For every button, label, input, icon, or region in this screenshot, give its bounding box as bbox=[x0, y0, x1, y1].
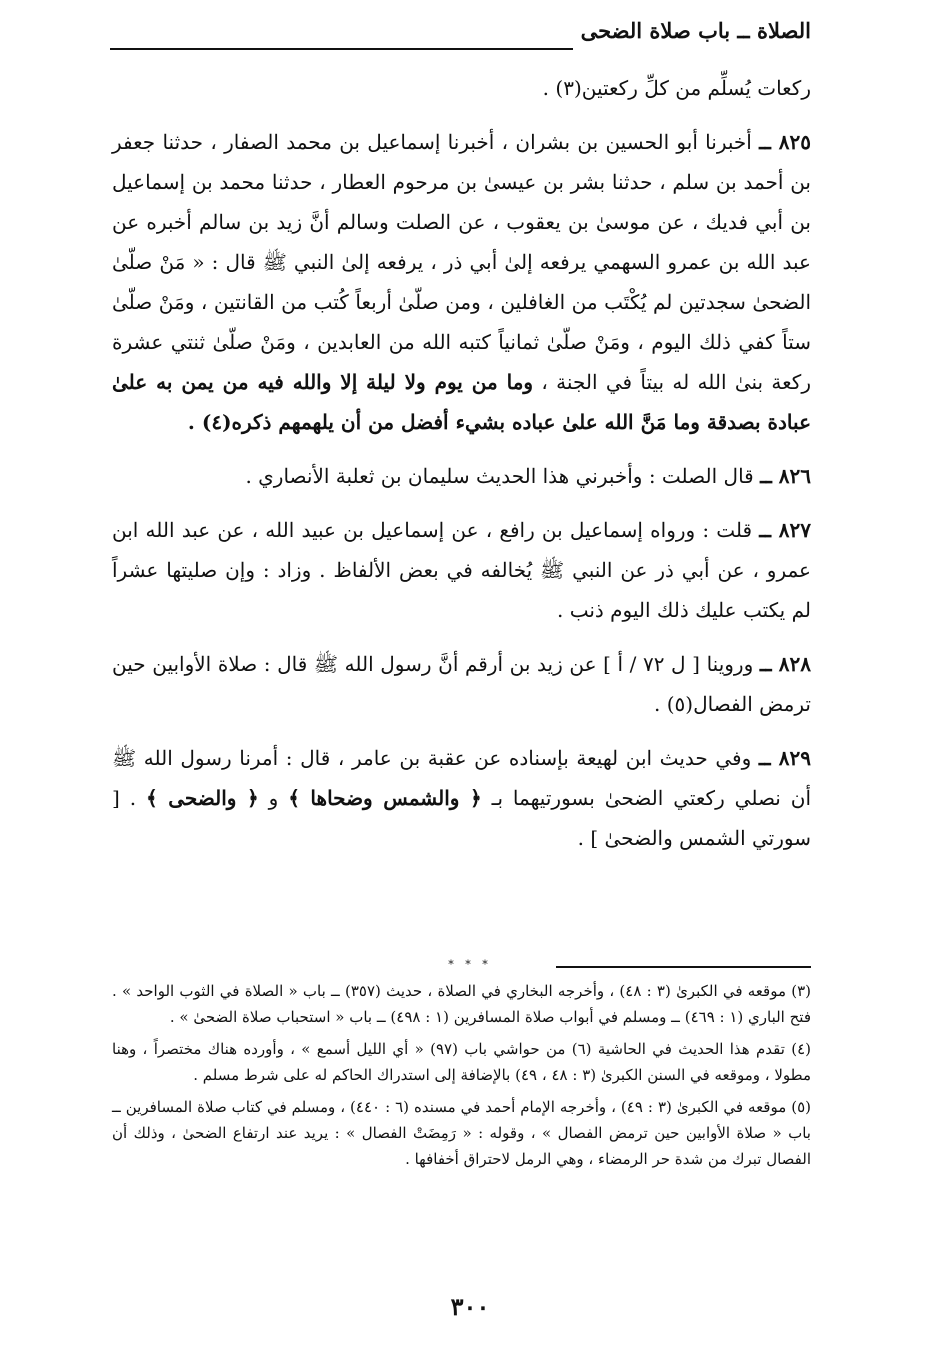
hadith-text: وفي حديث ابن لهيعة بإسناده عن عقبة بن عامر ، قال : أمرنا رسول الله ﷺ أن نصلي ركعتي الضحىٰ بسورتيهما بـ bbox=[112, 746, 812, 810]
hadith-829 bbox=[112, 738, 811, 858]
page-number: ٣٠٠ bbox=[450, 1292, 490, 1321]
continuation-text: ركعات يُسلِّم من كلِّ ركعتين(٣) . bbox=[542, 76, 811, 100]
footnote-3: (٣) موقعه في الكبرىٰ (٣ : ٤٨) ، وأخرجه البخاري في الصلاة ، حديث (٣٥٧) ــ باب « الصلاة في الثوب الواحد » . فتح الباري (١ : ٤٦٩) ــ ومسلم في أبواب صلاة المسافرين (١ : ٤٩٨) ــ باب « استحباب صلاة الضحىٰ » . bbox=[112, 982, 811, 1026]
hadith-828 bbox=[112, 644, 811, 724]
hadith-text-bold: وما من يوم ولا ليلة إلا والله فيه من يمن به علىٰ عبادة بصدقة وما مَنَّ الله علىٰ عباده بشيء أفضل من أن يلهمهم ذكره(٤) . bbox=[112, 370, 811, 434]
hadith-text: قلت : ورواه إسماعيل بن رافع ، عن إسماعيل بن عبيد الله ، عن عبد الله ابن عمرو ، عن أبي ذر عن النبي ﷺ يُخالفه في بعض الألفاظ . وزاد : وإن صليتها عشراً لم يكتب عليك ذلك اليوم ذنب . bbox=[112, 518, 811, 622]
hadith-number: ٨٢٦ ــ bbox=[760, 464, 811, 488]
running-header bbox=[110, 18, 811, 52]
hadith-text: و bbox=[258, 786, 289, 810]
footnotes bbox=[112, 978, 811, 1178]
paragraph-continuation bbox=[112, 68, 811, 108]
section-separator: * * * bbox=[448, 958, 492, 971]
hadith-text: قال الصلت : وأخبرني هذا الحديث سليمان بن ثعلبة الأنصاري . bbox=[245, 464, 761, 488]
hadith-number: ٨٢٧ ــ bbox=[759, 518, 811, 542]
hadith-text: . [ سورتي الشمس والضحىٰ ] . bbox=[112, 786, 811, 850]
footnote-rule bbox=[556, 966, 811, 968]
hadith-827 bbox=[112, 510, 811, 630]
header-rule bbox=[110, 48, 573, 50]
hadith-825 bbox=[112, 122, 811, 442]
header-title: الصلاة ــ باب صلاة الضحى bbox=[580, 18, 811, 43]
quran-quote: ﴿ والشمس وضحاها ﴾ bbox=[288, 786, 482, 810]
hadith-text: وروينا [ ل ٧٢ / أ ] عن زيد بن أرقم أنَّ رسول الله ﷺ قال : صلاة الأوابين حين ترمض الفصال(٥) . bbox=[112, 652, 811, 716]
hadith-number: ٨٢٥ ــ bbox=[759, 130, 811, 154]
hadith-826 bbox=[112, 456, 811, 496]
quran-quote: ﴿ والضحى ﴾ bbox=[145, 786, 259, 810]
footnote-4: (٤) تقدم هذا الحديث في الحاشية (٦) من حواشي باب (٩٧) « أي الليل أسمع » ، وأورده هناك مختصراً ، وهنا مطولا ، وموقعه في السنن الكبرىٰ (٣ : ٤٨ ، ٤٩) بالإضافة إلى استدراك الحاكم له على شرط مسلم . bbox=[112, 1040, 812, 1084]
hadith-text: أخبرنا أبو الحسين بن بشران ، أخبرنا إسماعيل بن محمد الصفار ، حدثنا جعفر بن أحمد بن سلم ، حدثنا بشر بن عيسىٰ بن مرحوم العطار ، حدثنا محمد بن إسماعيل بن أبي فديك ، عن موسىٰ بن يعقوب ، عن الصلت وسالم أنَّ زيد بن سالم أخبره عن عبد الله بن عمرو السهمي يرفعه إلىٰ أبي ذر ، يرفعه إلىٰ النبي ﷺ قال : « مَنْ صلّىٰ الضحىٰ سجدتين لم يُكْتَب من الغافلين ، ومن صلّىٰ أربعاً كُتب من القانتين ، ومَنْ صلّىٰ ستاً كفي ذلك اليوم ، ومَنْ صلّىٰ ثمانياً كتبه الله من العابدين ، ومَنْ صلّىٰ ثنتي عشرة ركعة بنىٰ الله له بيتاً في الجنة ، bbox=[112, 130, 811, 394]
main-text bbox=[112, 68, 811, 872]
hadith-number: ٨٢٩ ــ bbox=[758, 746, 812, 770]
hadith-number: ٨٢٨ ــ bbox=[759, 652, 812, 676]
footnote-5: (٥) موقعه في الكبرىٰ (٣ : ٤٩) ، وأخرجه الإمام أحمد في مسنده (٦ : ٤٤٠) ، ومسلم في كتاب صلاة المسافرين ــ باب « صلاة الأوابين حين ترمض الفصال » ، وقوله : « رَمِضَتْ الفصال » : يريد عند ارتفاع الضحىٰ ، وذلك أن الفصال تبرك من شدة حر الرمضاء ، وهي الرمل لاحتراق أخفافها . bbox=[112, 1098, 812, 1168]
